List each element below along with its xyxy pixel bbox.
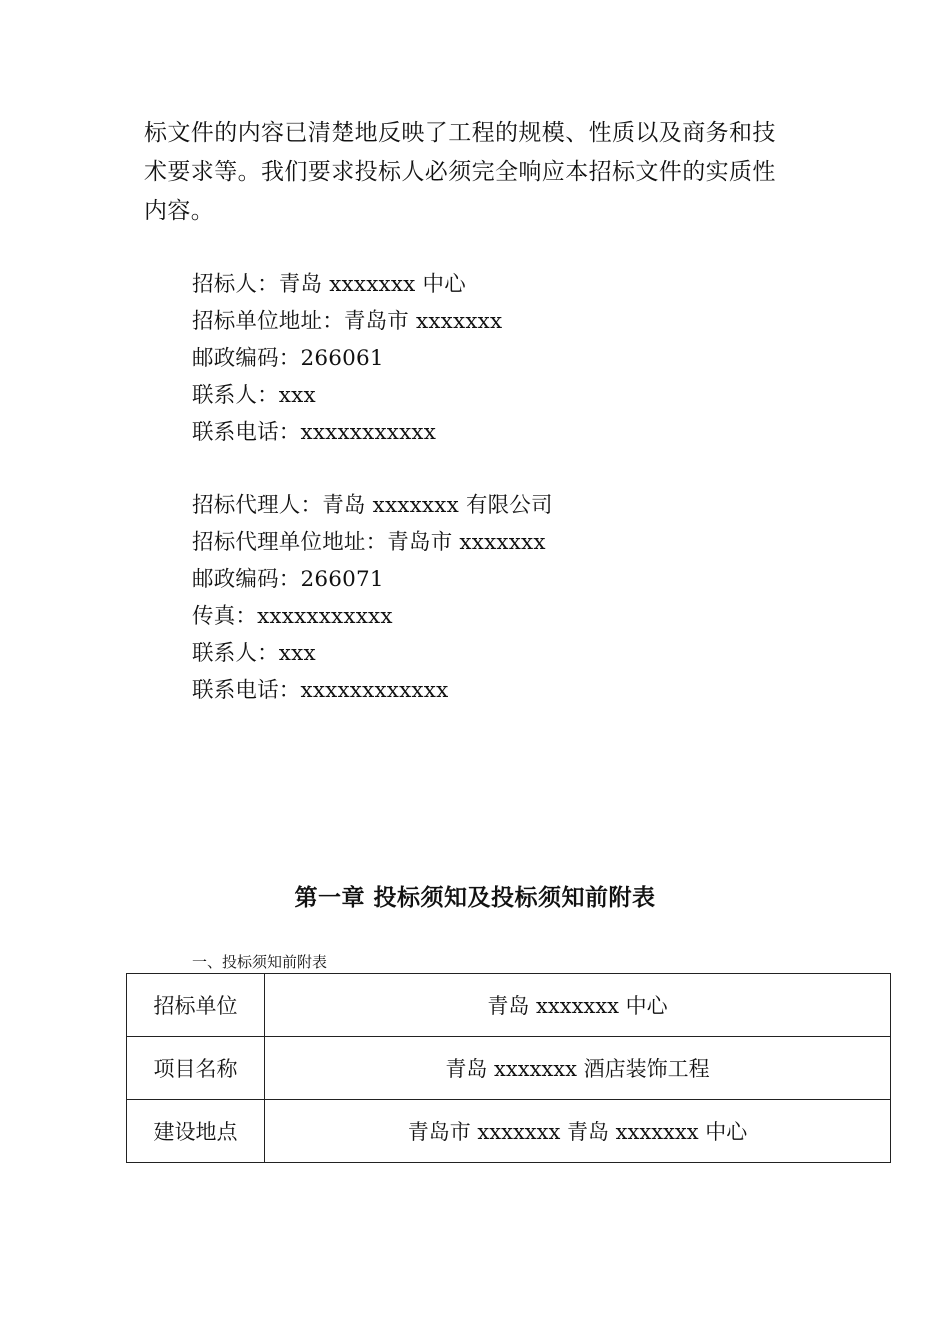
table-row — [127, 1037, 891, 1100]
table-row — [127, 974, 891, 1037]
agent-contact: 联系人：xxx — [192, 641, 316, 666]
tenderer-postcode: 邮政编码：266061 — [192, 346, 384, 371]
tenderer-info — [192, 266, 502, 451]
table-cell-label: 项目名称 — [127, 1037, 265, 1100]
intro-line: 标文件的内容已清楚地反映了工程的规模、性质以及商务和技 — [144, 120, 776, 146]
tenderer-name: 招标人：青岛 xxxxxxx 中心 — [192, 272, 466, 297]
chapter-title: 第一章 投标须知及投标须知前附表 — [294, 885, 656, 911]
tenderer-phone: 联系电话：xxxxxxxxxxx — [192, 420, 437, 445]
agent-address: 招标代理单位地址：青岛市 xxxxxxx — [192, 530, 546, 555]
tenderer-contact: 联系人：xxx — [192, 383, 316, 408]
intro-line: 术要求等。我们要求投标人必须完全响应本招标文件的实质性 — [144, 159, 776, 185]
agent-phone: 联系电话：xxxxxxxxxxxx — [192, 678, 449, 703]
agent-info — [192, 487, 553, 709]
tenderer-address: 招标单位地址：青岛市 xxxxxxx — [192, 309, 503, 334]
table-cell-value: 青岛 xxxxxxx 中心 — [265, 974, 891, 1037]
table-row — [127, 1100, 891, 1163]
bid-instructions-table — [126, 973, 891, 1163]
section-caption: 一、投标须知前附表 — [192, 953, 328, 971]
intro-paragraph — [144, 114, 824, 231]
agent-postcode: 邮政编码：266071 — [192, 567, 384, 592]
table-cell-value: 青岛 xxxxxxx 酒店装饰工程 — [265, 1037, 891, 1100]
agent-name: 招标代理人：青岛 xxxxxxx 有限公司 — [192, 493, 553, 518]
intro-line: 内容。 — [144, 198, 215, 224]
table-cell-value: 青岛市 xxxxxxx 青岛 xxxxxxx 中心 — [265, 1100, 891, 1163]
agent-fax: 传真：xxxxxxxxxxx — [192, 604, 393, 629]
table-cell-label: 招标单位 — [127, 974, 265, 1037]
table-cell-label: 建设地点 — [127, 1100, 265, 1163]
